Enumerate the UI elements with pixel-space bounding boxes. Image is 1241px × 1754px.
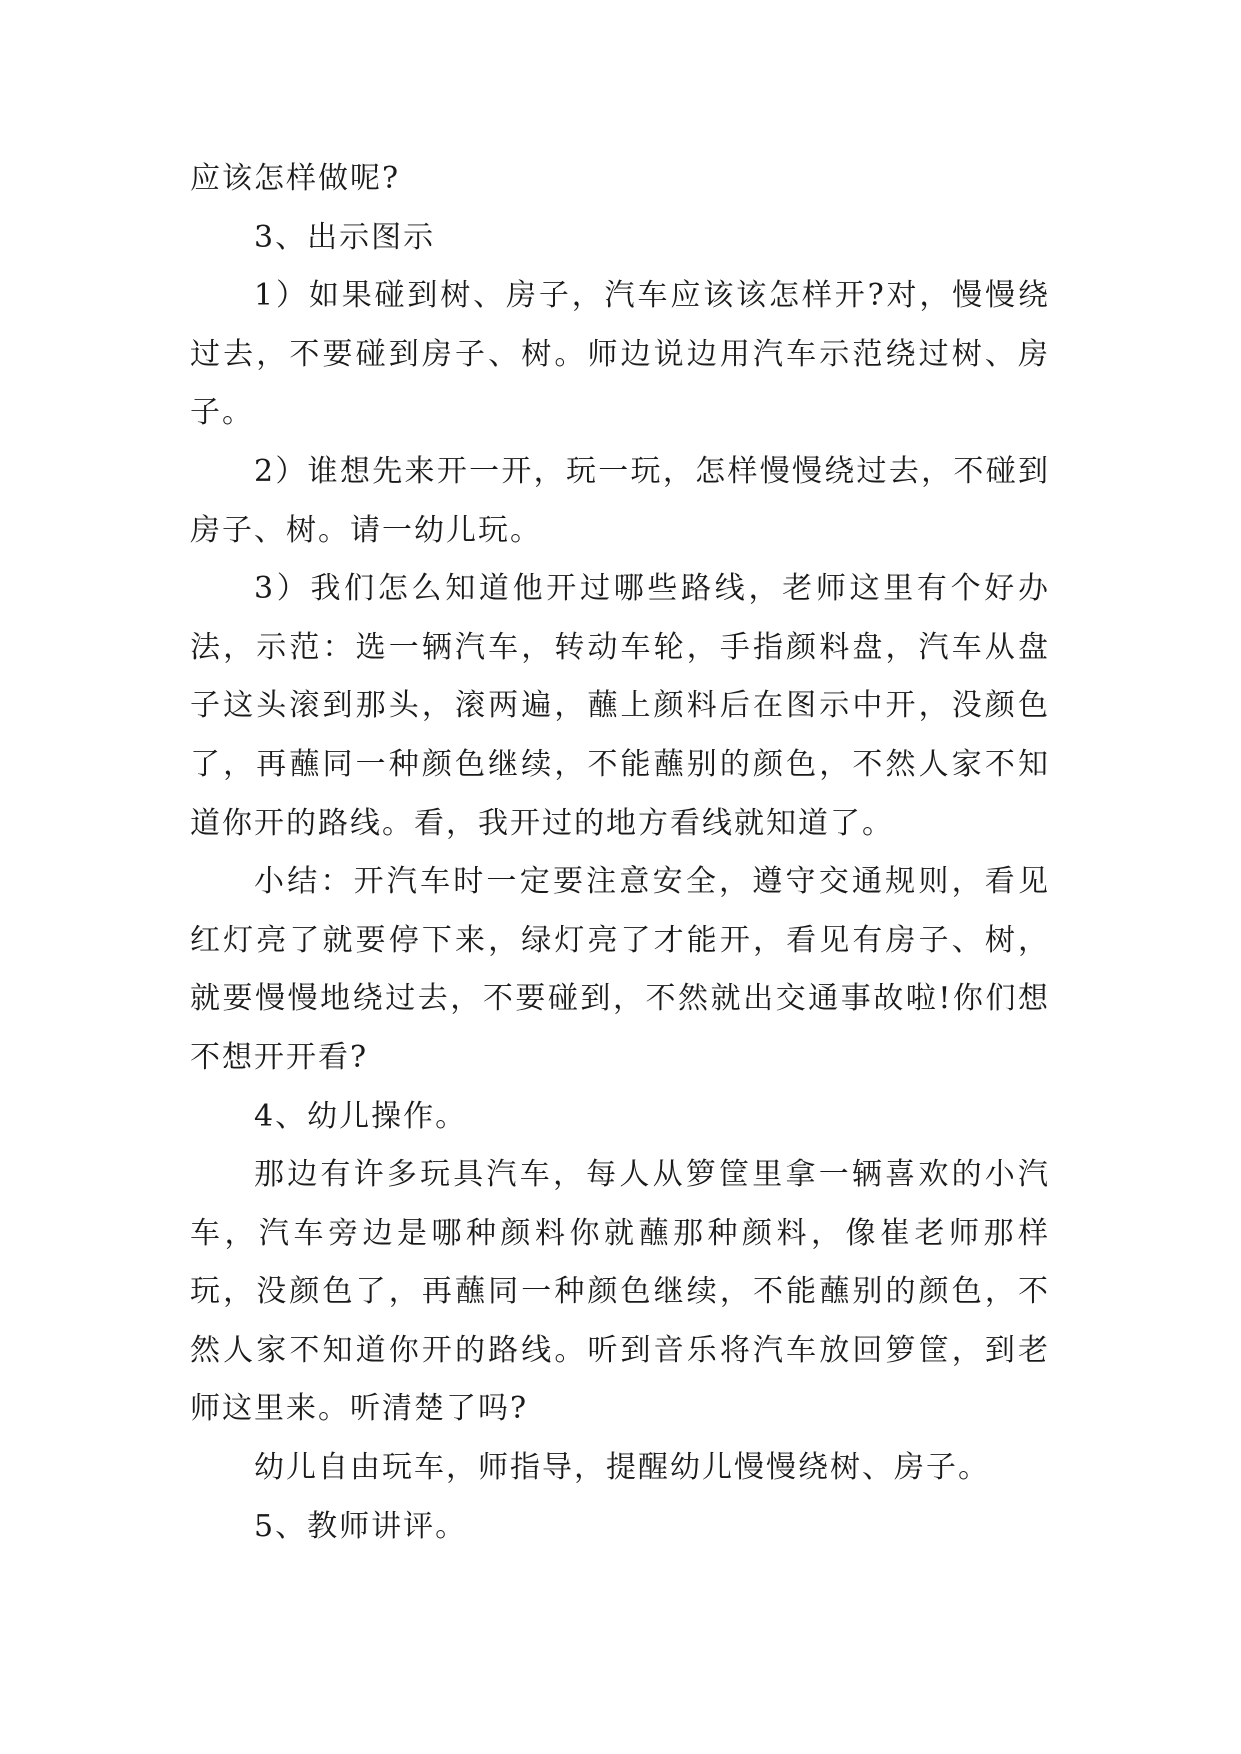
paragraph-continuation: 应该怎样做呢? (190, 161, 401, 196)
document-body (190, 150, 1050, 1556)
paragraph-step-1: 1）如果碰到树、房子，汽车应该该怎样开?对，慢慢绕过去，不要碰到房子、树。师边说边用汽车示范绕过树、房子。 (190, 278, 1050, 431)
paragraph-summary: 小结：开汽车时一定要注意安全，遵守交通规则，看见红灯亮了就要停下来，绿灯亮了才能开，看见有房子、树，就要慢慢地绕过去，不要碰到，不然就出交通事故啦!你们想不想开开看? (190, 864, 1050, 1075)
section-heading-5: 5、教师讲评。 (254, 1508, 468, 1544)
paragraph-operation: 那边有许多玩具汽车，每人从箩筐里拿一辆喜欢的小汽车，汽车旁边是哪种颜料你就蘸那种颜料，像崔老师那样玩，没颜色了，再蘸同一种颜色继续，不能蘸别的颜色，不然人家不知道你开的路线。听到音乐将汽车放回箩筐，到老师这里来。听清楚了吗? (190, 1157, 1050, 1427)
paragraph-free-play: 幼儿自由玩车，师指导，提醒幼儿慢慢绕树、房子。 (254, 1450, 990, 1486)
paragraph-step-3: 3）我们怎么知道他开过哪些路线，老师这里有个好办法，示范：选一辆汽车，转动车轮，手指颜料盘，汽车从盘子这头滚到那头，滚两遍，蘸上颜料后在图示中开，没颜色了，再蘸同一种颜色继续，不能蘸别的颜色，不然人家不知道你开的路线。看，我开过的地方看线就知道了。 (190, 571, 1050, 841)
section-heading-4: 4、幼儿操作。 (254, 1098, 468, 1134)
section-heading-3: 3、出示图示 (254, 219, 436, 255)
paragraph-step-2: 2）谁想先来开一开，玩一玩，怎样慢慢绕过去，不碰到房子、树。请一幼儿玩。 (190, 453, 1050, 548)
